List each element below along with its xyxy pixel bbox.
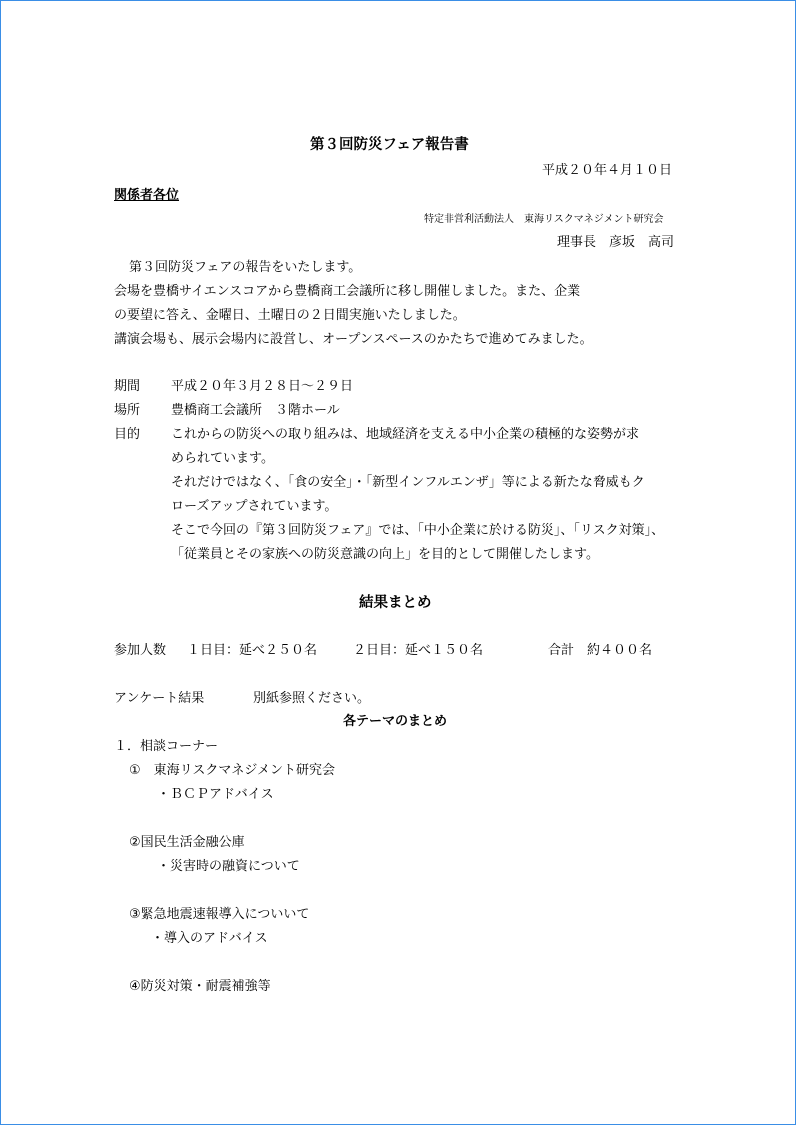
theme-item-sub: ・災害時の融資について — [157, 859, 300, 874]
intro-line: 講演会場も、展示会場内に設営し、オープンスペースのかたちで進めてみました。 — [114, 332, 593, 347]
purpose-line: ローズアップされています。 — [171, 499, 338, 514]
period-value: 平成２０年３月２８日～２９日 — [171, 379, 354, 394]
purpose-line: そこで今回の『第３回防災フェア』では、「中小企業に於ける防災」、「リスク対策」、 — [171, 523, 665, 538]
addressee: 関係者各位 — [114, 188, 180, 203]
results-heading: 結果まとめ — [359, 595, 432, 611]
attendance-label: 参加人数 — [114, 643, 167, 658]
purpose-label: 目的 — [114, 427, 141, 442]
section-consultation: １．相談コーナー — [114, 739, 219, 754]
purpose-line: それだけではなく、「食の安全」・「新型インフルエンザ」等による新たな脅威もク — [171, 475, 645, 490]
venue-label: 場所 — [114, 403, 141, 418]
intro-line: 会場を豊橋サイエンスコアから豊橋商工会議所に移し開催しました。また、企業 — [114, 284, 581, 299]
theme-item-title: ① 東海リスクマネジメント研究会 — [129, 763, 336, 778]
theme-item-title: ④防災対策・耐震補強等 — [129, 979, 271, 994]
theme-item-title: ②国民生活金融公庫 — [129, 835, 245, 850]
purpose-line: められています。 — [171, 451, 274, 466]
theme-item-sub: ・ＢＣＰアドバイス — [157, 787, 274, 802]
survey-label: アンケート結果 — [114, 691, 205, 706]
attendance-day2: ２日目：延べ１５０名 — [353, 643, 484, 658]
period-label: 期間 — [114, 379, 141, 394]
attendance-day1: １日目：延べ２５０名 — [187, 643, 318, 658]
intro-line: の要望に答え、金曜日、土曜日の２日間実施いたしました。 — [114, 308, 466, 323]
themes-heading: 各テーマのまとめ — [343, 714, 448, 729]
sender-name: 理事長 彦坂 高司 — [557, 235, 675, 250]
organization-name: 特定非営利活動法人 東海リスクマネジメント研究会 — [424, 214, 664, 225]
report-title: 第３回防災フェア報告書 — [310, 137, 469, 153]
attendance-total: 合計 約４００名 — [548, 643, 653, 658]
theme-item-title: ③緊急地震速報導入についいて — [129, 907, 310, 922]
survey-text: 別紙参照ください。 — [253, 691, 371, 706]
purpose-line: 「従業員とその家族への防災意識の向上」を目的として開催したします。 — [171, 547, 599, 562]
report-date: 平成２０年４月１０日 — [542, 163, 673, 178]
intro-line: 第３回防災フェアの報告をいたします。 — [129, 260, 362, 275]
venue-value: 豊橋商工会議所 ３階ホール — [171, 403, 340, 418]
purpose-line: これからの防災への取り組みは、地域経済を支える中小企業の積極的な姿勢が求 — [171, 427, 640, 442]
theme-item-sub: ・導入のアドバイス — [151, 931, 268, 946]
